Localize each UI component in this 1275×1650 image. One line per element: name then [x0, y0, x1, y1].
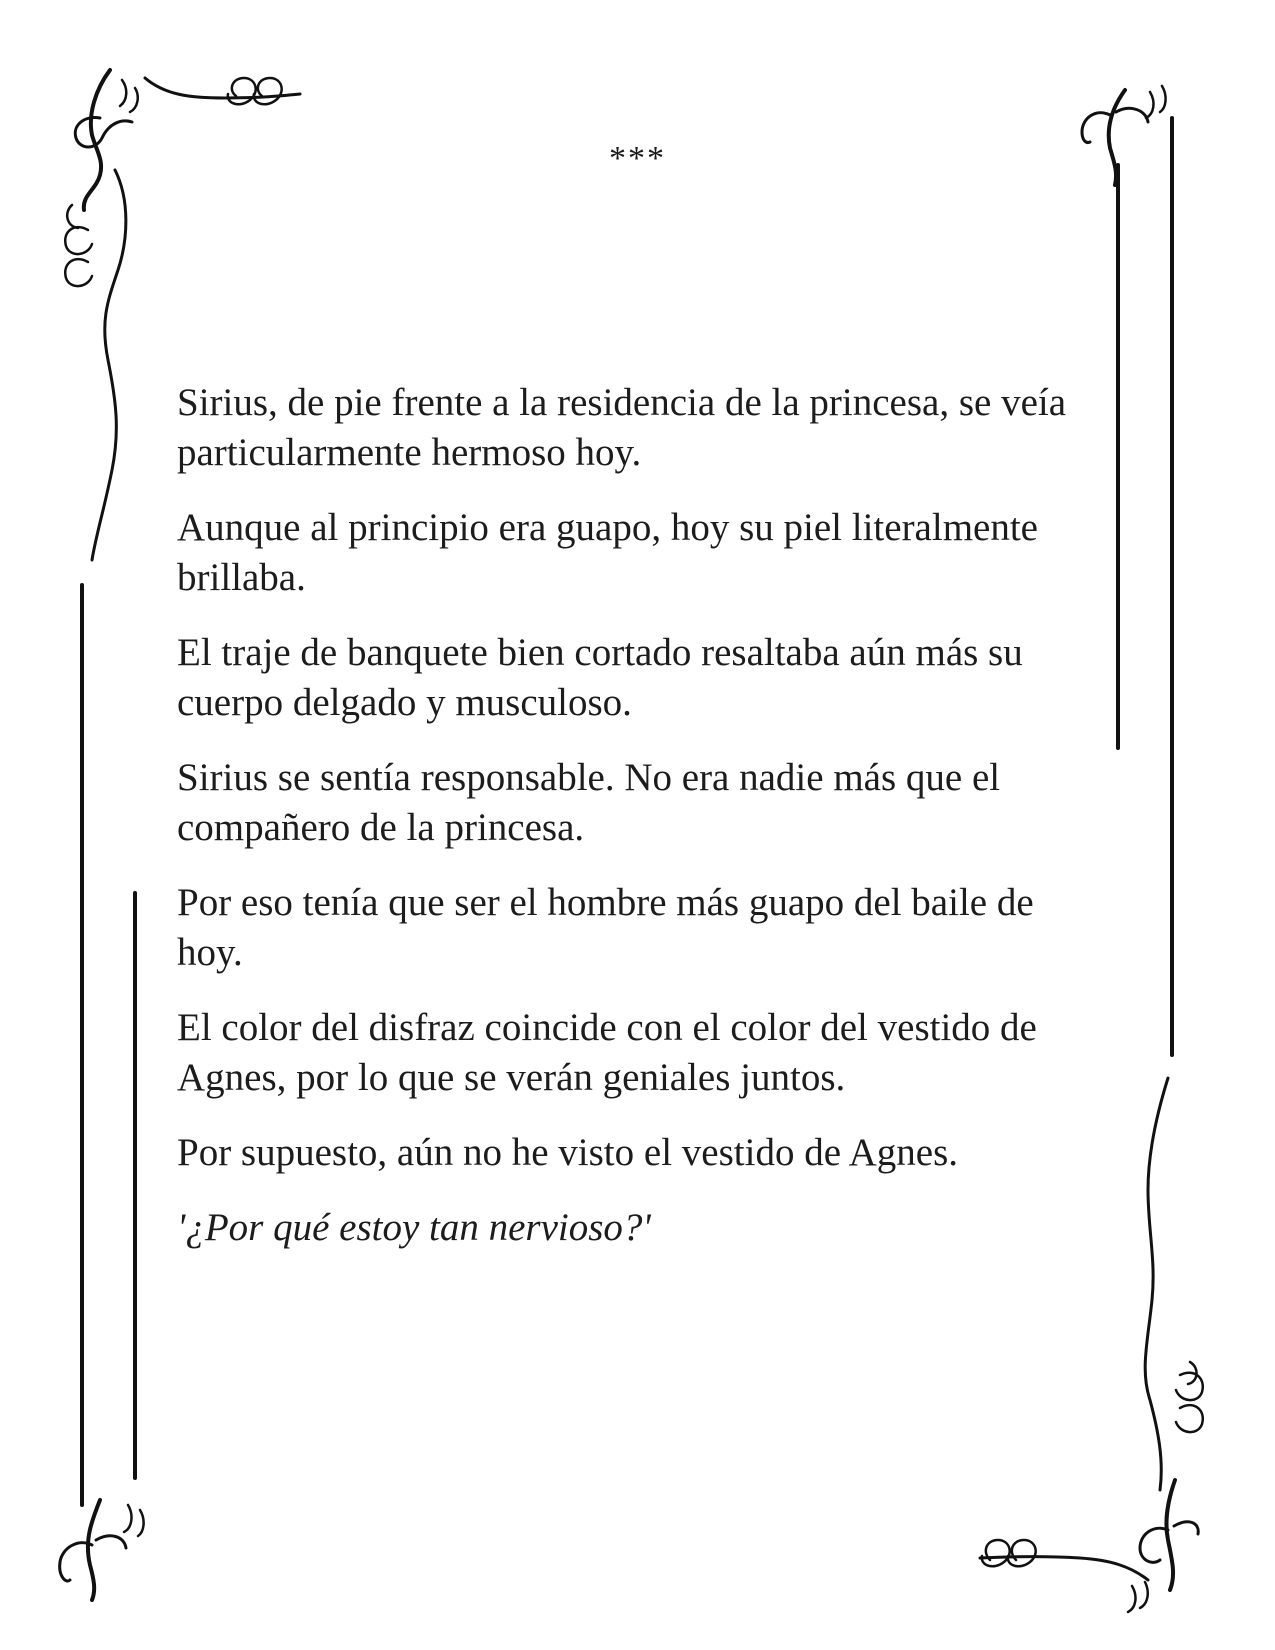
section-separator: *** [609, 140, 666, 177]
top-right-curl-icon [1146, 86, 1166, 118]
paragraph: Aunque al principio era guapo, hoy su piel literalmente brillaba. [177, 506, 1038, 599]
top-right-swash-icon [1082, 108, 1148, 142]
right-vine-icon [1145, 1078, 1168, 1490]
text-body [177, 378, 1107, 1278]
paragraph: Por eso tenía que ser el hombre más guapo del baile de hoy. [177, 881, 1034, 974]
top-left-loops-icon [228, 78, 282, 104]
top-left-curl-icon [120, 80, 138, 112]
paragraph: Sirius se sentía responsable. No era nadie más que el compañero de la princesa. [177, 756, 1001, 849]
bottom-right-curl-icon [1128, 1582, 1148, 1612]
left-vine-icon [92, 170, 126, 560]
bottom-right-loops-icon [982, 1540, 1036, 1566]
bottom-left-flourish-icon [88, 1500, 100, 1600]
left-loops-icon [65, 205, 92, 286]
paragraph: Sirius, de pie frente a la residencia de la princesa, se veía particularmente hermoso hoy. [177, 381, 1067, 474]
bottom-right-flourish-icon [1166, 1480, 1175, 1590]
italic-thought-paragraph: '¿Por qué estoy tan nervioso?' [177, 1206, 651, 1249]
bottom-left-curl-icon [124, 1505, 144, 1536]
right-loops-icon [1176, 1362, 1203, 1432]
paragraph: El traje de banquete bien cortado resaltaba aún más su cuerpo delgado y musculoso. [177, 631, 1023, 724]
paragraph: El color del disfraz coincide con el color del vestido de Agnes, por lo que se verán geniales juntos. [177, 1006, 1037, 1099]
paragraph: Por supuesto, aún no he visto el vestido de Agnes. [177, 1131, 959, 1174]
